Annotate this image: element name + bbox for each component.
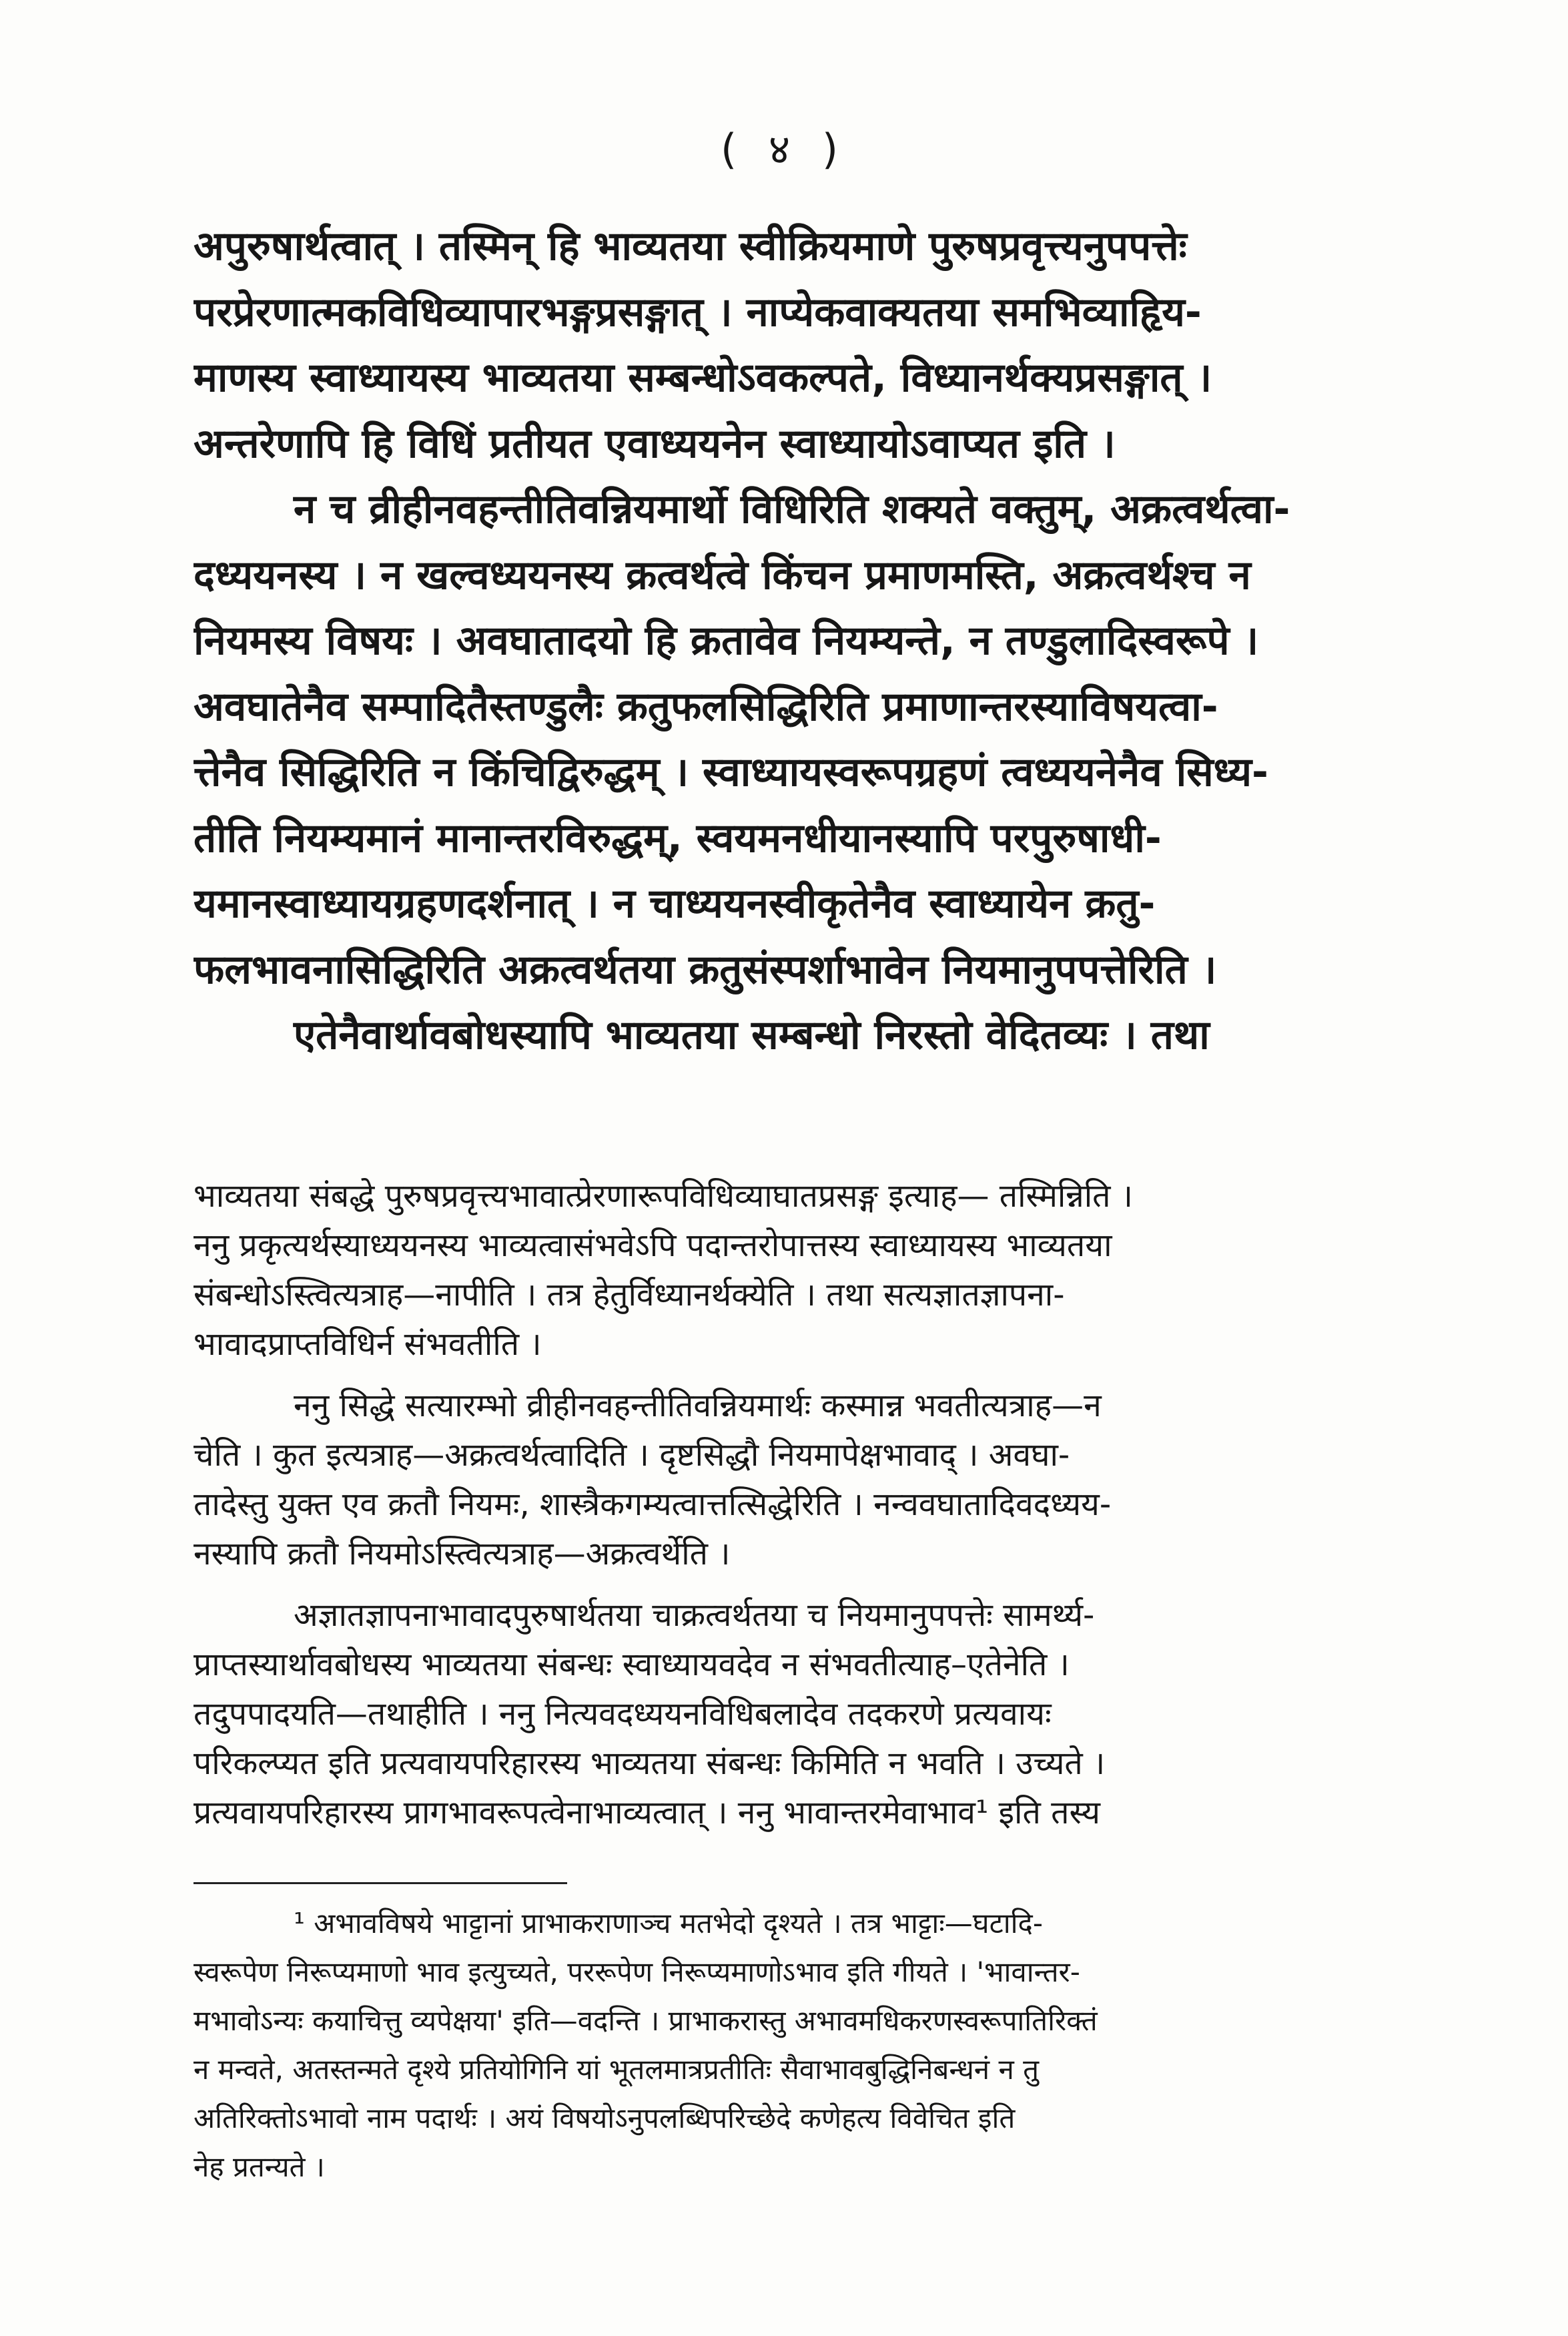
footnote-line: न मन्वते, अतस्तन्मते दृश्ये प्रतियोगिनि यां भूतलमात्रप्रतीतिः सैवाभावबुद्धिनिबन्धनं न तु [193, 2053, 1040, 2086]
main-text-line: यमानस्वाध्यायग्रहणदर्शनात् । न चाध्ययनस्वीकृतेनैव स्वाध्यायेन क्रतु- [193, 880, 1156, 927]
footnote-block [193, 1899, 1395, 2191]
main-text-line: एतेनैवार्थावबोधस्यापि भाव्यतया सम्बन्धो निरस्तो वेदितव्यः । तथा [294, 1012, 1210, 1059]
main-text-line: परप्रेरणात्मकविधिव्यापारभङ्गप्रसङ्गात् । नाप्येकवाक्यतया समभिव्याहृिय- [193, 288, 1202, 336]
commentary-line: ननु प्रकृत्यर्थस्याध्ययनस्य भाव्यत्वासंभवेऽपि पदान्तरोपात्तस्य स्वाध्यायस्य भाव्यतया [193, 1227, 1112, 1264]
main-text-line: अन्तरेणापि हि विधिं प्रतीयत एवाध्ययनेन स्वाध्यायोऽवाप्यत इति । [193, 420, 1116, 467]
commentary-line: संबन्धोऽस्त्वित्यत्राह—नापीति । तत्र हेतुर्विध्यानर्थक्येति । तथा सत्यज्ञातज्ञापना- [193, 1276, 1065, 1313]
main-text-line: नियमस्य विषयः । अवघातादयो हि क्रतावेव नियम्यन्ते, न तण्डुलादिस्वरूपे । [193, 617, 1259, 664]
main-text-line: माणस्य स्वाध्यायस्य भाव्यतया सम्बन्धोऽवकल्पते, विध्यानर्थक्यप्रसङ्गात् । [193, 354, 1212, 401]
main-text-block [193, 214, 1395, 1069]
page-number: ( ४ ) [720, 125, 848, 174]
main-text-line: दध्ययनस्य । न खल्वध्ययनस्य क्रत्वर्थत्वे किंचन प्रमाणमस्ति, अक्रत्वर्थश्च न [193, 551, 1251, 599]
footnote-line: अतिरिक्तोऽभावो नाम पदार्थः । अयं विषयोऽनुपलब्धिपरिच्छेदे कणेहत्य विवेचित इति [193, 2102, 1016, 2134]
main-text-line: फलभावनासिद्धिरिति अक्रत्वर्थतया क्रतुसंस्पर्शाभावेन नियमानुपपत्तेरिति । [193, 946, 1217, 993]
main-text-line: अवघातेनैव सम्पादितैस्तण्डुलैः क्रतुफलसिद्धिरिति प्रमाणान्तरस्याविषयत्वा- [193, 683, 1218, 730]
commentary-line: नस्यापि क्रतौ नियमोऽस्त्वित्यत्राह—अक्रत्वर्थेति । [193, 1535, 731, 1572]
commentary-line: ननु सिद्धे सत्यारम्भो व्रीहीनवहन्तीतिवन्नियमार्थः कस्मान्न भवतीत्यत्राह—न [294, 1387, 1102, 1424]
commentary-line: प्राप्तस्यार्थावबोधस्य भाव्यतया संबन्धः स्वाध्यायवदेव न संभवतीत्याह–एतेनेति । [193, 1646, 1070, 1683]
commentary-line: प्रत्यवायपरिहारस्य प्रागभावरूपत्वेनाभाव्यत्वात् । ननु भावान्तरमेवाभाव¹ इति तस्य [193, 1794, 1100, 1831]
commentary-line: भाव्यतया संबद्धे पुरुषप्रवृत्त्यभावात्प्रेरणारूपविधिव्याघातप्रसङ्ग इत्याह— तस्मिन्निति । [193, 1177, 1133, 1215]
footnote-line: मभावोऽन्यः कयाचित्तु व्यपेक्षया' इति—वदन्ति । प्राभाकरास्तु अभावमधिकरणस्वरूपातिरिक्तं [193, 2004, 1098, 2037]
footnote-line: ¹ अभावविषये भाट्टानां प्राभाकराणाञ्च मतभेदो दृश्यते । तत्र भाट्टाः—घटादि- [294, 1907, 1043, 1940]
commentary-line: चेति । कुत इत्यत्राह—अक्रत्वर्थत्वादिति । दृष्टसिद्धौ नियमापेक्षभावाद् । अवघा- [193, 1436, 1070, 1474]
commentary-line: अज्ञातज्ञापनाभावादपुरुषार्थतया चाक्रत्वर्थतया च नियमानुपपत्तेः सामर्थ्य- [294, 1596, 1095, 1634]
main-text-line: तीति नियम्यमानं मानान्तरविरुद्धम्, स्वयमनधीयानस्यापि परपुरुषाधी- [193, 814, 1162, 862]
commentary-line: भावादप्राप्तविधिर्न संभवतीति । [193, 1326, 542, 1363]
main-text-line: अपुरुषार्थत्वात् । तस्मिन् हि भाव्यतया स्वीक्रियमाणे पुरुषप्रवृत्त्यनुपपत्तेः [193, 223, 1187, 270]
main-text-line: त्तेनैव सिद्धिरिति न किंचिद्विरुद्धम् । स्वाध्यायस्वरूपग्रहणं त्वध्ययनेनैव सिध्य- [193, 749, 1268, 796]
footnote-line: स्वरूपेण निरूप्यमाणो भाव इत्युच्यते, पररूपेण निरूप्यमाणोऽभाव इति गीयते । 'भावान्तर- [193, 1956, 1080, 1988]
commentary-block [193, 1171, 1395, 1837]
footnote-divider [193, 1882, 567, 1884]
commentary-line: तदुपपादयति—तथाहीति । ननु नित्यवदध्ययनविधिबलादेव तदकरणे प्रत्यवायः [193, 1695, 1052, 1733]
footnote-line: नेह प्रतन्यते । [193, 2150, 325, 2183]
main-text-line: न च व्रीहीनवहन्तीतिवन्नियमार्थो विधिरिति शक्यते वक्तुम्, अक्रत्वर्थत्वा- [294, 486, 1290, 533]
commentary-line: परिकल्प्यत इति प्रत्यवायपरिहारस्य भाव्यतया संबन्धः किमिति न भवति । उच्यते । [193, 1745, 1106, 1782]
commentary-line: तादेस्तु युक्त एव क्रतौ नियमः, शास्त्रैकगम्यत्वात्तत्सिद्धेरिति । नन्ववघातादिवदध्यय- [193, 1486, 1112, 1523]
